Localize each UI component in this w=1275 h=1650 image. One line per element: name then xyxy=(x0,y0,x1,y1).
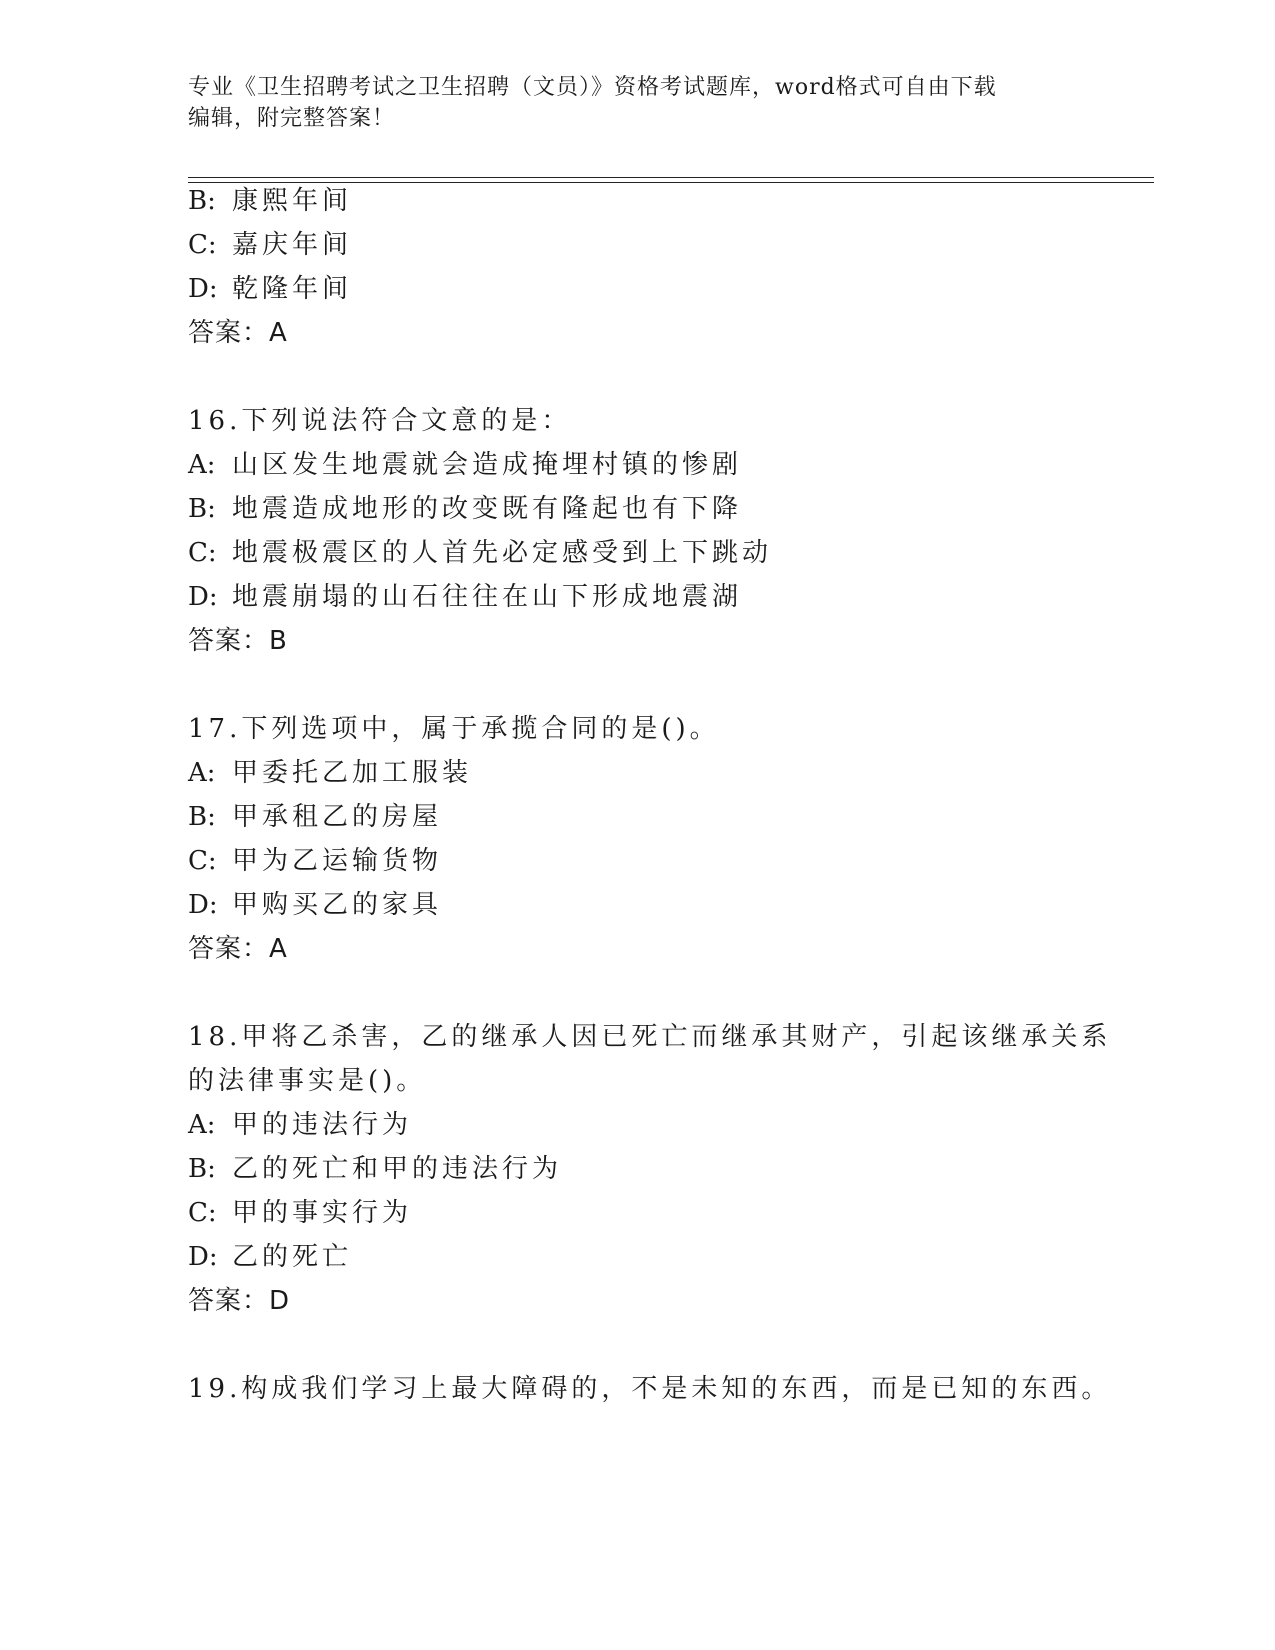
q17-option-c xyxy=(188,844,1148,878)
option-prefix: C: xyxy=(188,538,217,568)
option-text: 嘉庆年间 xyxy=(232,230,353,260)
document-header xyxy=(188,72,1088,134)
q15-option-c xyxy=(188,228,1148,262)
header-divider-bottom xyxy=(188,182,1154,183)
option-text: 甲的违法行为 xyxy=(232,1110,413,1140)
q15-option-d xyxy=(188,272,1148,306)
option-text: 地震极震区的人首先必定感受到上下跳动 xyxy=(232,538,773,568)
q16-option-c xyxy=(188,536,1148,570)
q16-question: 16.下列说法符合文意的是： xyxy=(188,406,572,436)
option-prefix: D: xyxy=(188,1242,218,1272)
q17-option-a xyxy=(188,756,1148,790)
option-prefix: A: xyxy=(188,1110,216,1140)
option-text: 乙的死亡 xyxy=(232,1242,353,1272)
q18-question-line-2: 的法律事实是()。 xyxy=(188,1066,427,1096)
q18-question-line-1: 18.甲将乙杀害，乙的继承人因已死亡而继承其财产，引起该继承关系 xyxy=(188,1022,1112,1052)
q17-answer: 答案：A xyxy=(188,934,288,964)
option-prefix: B: xyxy=(188,1154,216,1184)
option-prefix: B: xyxy=(188,186,216,216)
q19-question: 19.构成我们学习上最大障碍的，不是未知的东西，而是已知的东西。 xyxy=(188,1374,1112,1404)
option-prefix: C: xyxy=(188,230,217,260)
option-prefix: C: xyxy=(188,1198,217,1228)
q18-option-c xyxy=(188,1196,1148,1230)
option-text: 乙的死亡和甲的违法行为 xyxy=(232,1154,563,1184)
option-prefix: B: xyxy=(188,494,216,524)
header-line-1: 专业《卫生招聘考试之卫生招聘（文员）》资格考试题库，word格式可自由下载 xyxy=(188,75,997,100)
option-text: 乾隆年间 xyxy=(232,274,353,304)
option-text: 甲为乙运输货物 xyxy=(232,846,443,876)
q16-option-a xyxy=(188,448,1148,482)
option-text: 山区发生地震就会造成掩埋村镇的惨剧 xyxy=(232,450,743,480)
header-line-2: 编辑，附完整答案！ xyxy=(188,106,396,131)
option-prefix: A: xyxy=(188,450,216,480)
option-prefix: D: xyxy=(188,890,218,920)
option-text: 地震崩塌的山石往往在山下形成地震湖 xyxy=(232,582,743,612)
q17-option-d xyxy=(188,888,1148,922)
q15-option-b xyxy=(188,184,1148,218)
option-text: 甲承租乙的房屋 xyxy=(232,802,443,832)
option-prefix: C: xyxy=(188,846,217,876)
q16-option-d xyxy=(188,580,1148,614)
q17-question: 17.下列选项中，属于承揽合同的是()。 xyxy=(188,714,720,744)
q18-option-d xyxy=(188,1240,1148,1274)
option-text: 地震造成地形的改变既有隆起也有下降 xyxy=(232,494,743,524)
option-prefix: D: xyxy=(188,582,218,612)
q16-option-b xyxy=(188,492,1148,526)
option-prefix: B: xyxy=(188,802,216,832)
q18-option-a xyxy=(188,1108,1148,1142)
q18-option-b xyxy=(188,1152,1148,1186)
q17-option-b xyxy=(188,800,1148,834)
option-text: 甲委托乙加工服装 xyxy=(232,758,473,788)
option-text: 甲购买乙的家具 xyxy=(232,890,443,920)
option-text: 甲的事实行为 xyxy=(232,1198,413,1228)
option-prefix: D: xyxy=(188,274,218,304)
option-text: 康熙年间 xyxy=(232,186,353,216)
q16-answer: 答案：B xyxy=(188,626,288,656)
option-prefix: A: xyxy=(188,758,216,788)
q18-answer: 答案：D xyxy=(188,1286,291,1316)
header-divider-top xyxy=(188,177,1154,178)
q15-answer: 答案：A xyxy=(188,318,288,348)
